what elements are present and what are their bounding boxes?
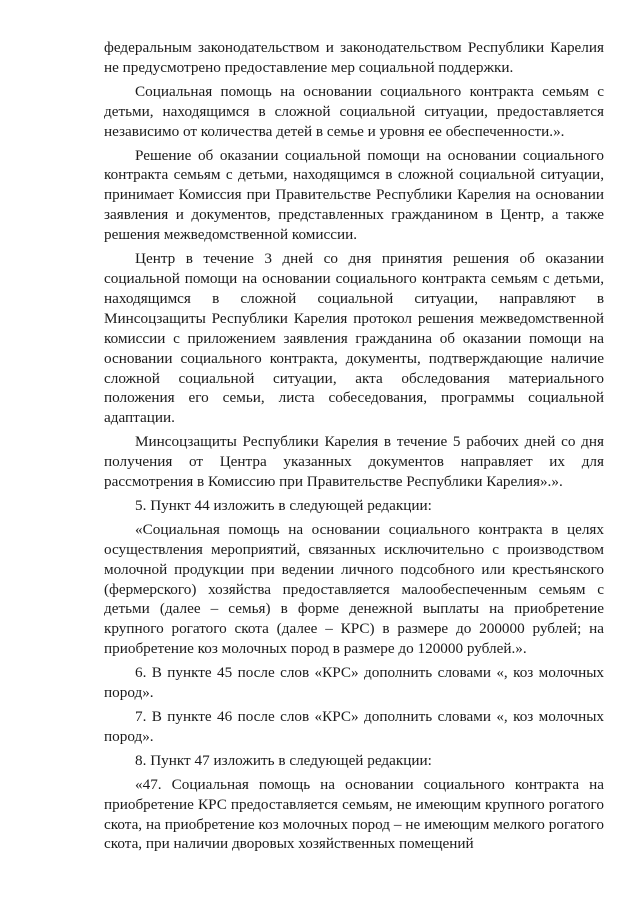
- paragraph-3: Решение об оказании социальной помощи на основании социального контракта семьям с детьми, находящимся в сложной социальной ситуации, принимает Комиссия при Правительстве Республики Карелия на основании заявления и документов, представленных гражданином в Центр, а также решения межведомственной комиссии.: [104, 146, 604, 244]
- document-page: [104, 38, 604, 858]
- paragraph-5: Минсоцзащиты Республики Карелия в течение 5 рабочих дней со дня получения от Центра указанных документов направляет их для рассмотрения в Комиссию при Правительстве Республики Карелия».».: [104, 433, 604, 491]
- paragraph-10: 8. Пункт 47 изложить в следующей редакции:: [135, 751, 432, 769]
- paragraph-9: 7. В пункте 46 после слов «КРС» дополнить словами «, коз молочных пород».: [104, 708, 604, 745]
- paragraph-4: Центр в течение 3 дней со дня принятия решения об оказании социальной помощи на основании социального контракта семьям с детьми, находящимся в сложной социальной ситуации, направляют в Минсоцзащиты Республики Карелия протокол решения межведомственной комиссии с приложением заявления гражданина об оказании помощи на основании социального контракта, документы, подтверждающие наличие сложной социальной ситуации, акта обследования материального положения его семьи, листа собеседования, программы социальной адаптации.: [104, 250, 604, 427]
- paragraph-1: федеральным законодательством и законодательством Республики Карелия не предусмотрено предоставление мер социальной поддержки.: [104, 39, 604, 76]
- paragraph-6: 5. Пункт 44 изложить в следующей редакции:: [135, 496, 432, 514]
- paragraph-2: Социальная помощь на основании социального контракта семьям с детьми, находящимся в сложной социальной ситуации, предоставляется независимо от количества детей в семье и уровня ее обеспеченности.».: [104, 82, 604, 140]
- paragraph-7: «Социальная помощь на основании социального контракта в целях осуществления мероприятий, связанных исключительно с производством молочной продукции при ведении личного подсобного или крестьянского (фермерского) хозяйства предоставляется малообеспеченным семьям с детьми (далее – семья) в форме денежной выплаты на приобретение крупного рогатого скота (далее – КРС) в размере до 200000 рублей; на приобретение коз молочных пород в размере до 120000 рублей.».: [104, 520, 604, 658]
- paragraph-8: 6. В пункте 45 после слов «КРС» дополнить словами «, коз молочных пород».: [104, 664, 604, 702]
- paragraph-11: «47. Социальная помощь на основании социального контракта на приобретение КРС предоставляется семьям, не имеющим крупного рогатого скота, на приобретение коз молочных пород – не имеющим мелкого рогатого скота, при наличии дворовых хозяйственных помещений: [104, 775, 604, 853]
